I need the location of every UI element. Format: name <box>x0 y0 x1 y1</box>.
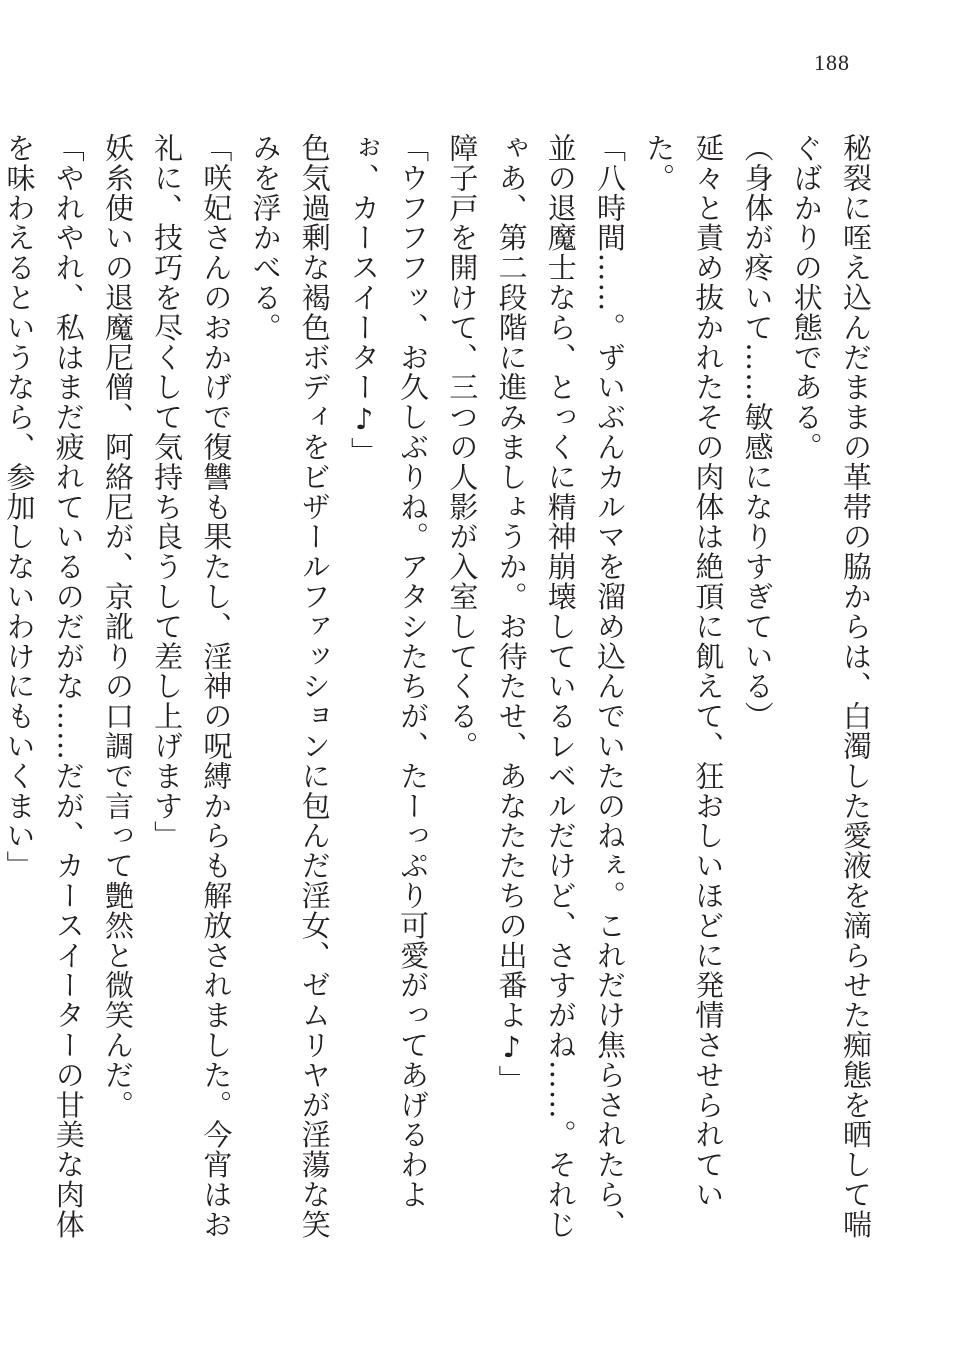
paragraph-8: 「咲妃さんのおかげで復讐も果たし、淫神の呪縛からも解放されました。今宵はお礼に、技巧を尽くして気持ち良うして差し上げます」 <box>150 133 234 1240</box>
paragraph-7: 色気過剰な褐色ボディをビザールファッションに包んだ淫女、ゼムリヤが淫蕩な笑みを浮かべる。 <box>248 133 332 1240</box>
paragraph-2: （身体が疼いて……敏感になりすぎている） <box>740 133 775 731</box>
paragraph-4: 「八時間……。ずいぶんカルマを溜め込んでいたのねぇ。これだけ焦らされたら、並の退魔士なら、とっくに精神崩壊しているレベルだけど、さすがね……。それじゃあ、第二段階に進みましょうか。お待たせ、あなたたちの出番よ♪」 <box>494 133 627 1240</box>
page-number: 188 <box>814 50 850 75</box>
paragraph-6: 「ウフフフッ、お久しぶりね。アタシたちが、たーっぷり可愛がってあげるわよぉ、カースイーター♪」 <box>346 133 431 1210</box>
paragraph-10: 「やれやれ、私はまだ疲れているのだがな……だが、カースイーターの甘美な肉体を味わえるというなら、参加しないわけにもいくまい」 <box>2 133 86 1240</box>
paragraph-5: 障子戸を開けて、三つの人影が入室してくる。 <box>445 133 480 761</box>
paragraph-3: 延々と責め抜かれたその肉体は絶頂に飢えて、狂おしいほどに発情させられていた。 <box>642 133 726 1210</box>
body-text <box>2 133 880 1253</box>
paragraph-1: 秘裂に咥え込んだままの革帯の脇からは、白濁した愛液を滴らせた痴態を晒して喘ぐばかりの状態である。 <box>789 133 873 1240</box>
paragraph-9: 妖糸使いの退魔尼僧、阿絡尼が、京訛りの口調で言って艶然と微笑んだ。 <box>100 133 135 1120</box>
